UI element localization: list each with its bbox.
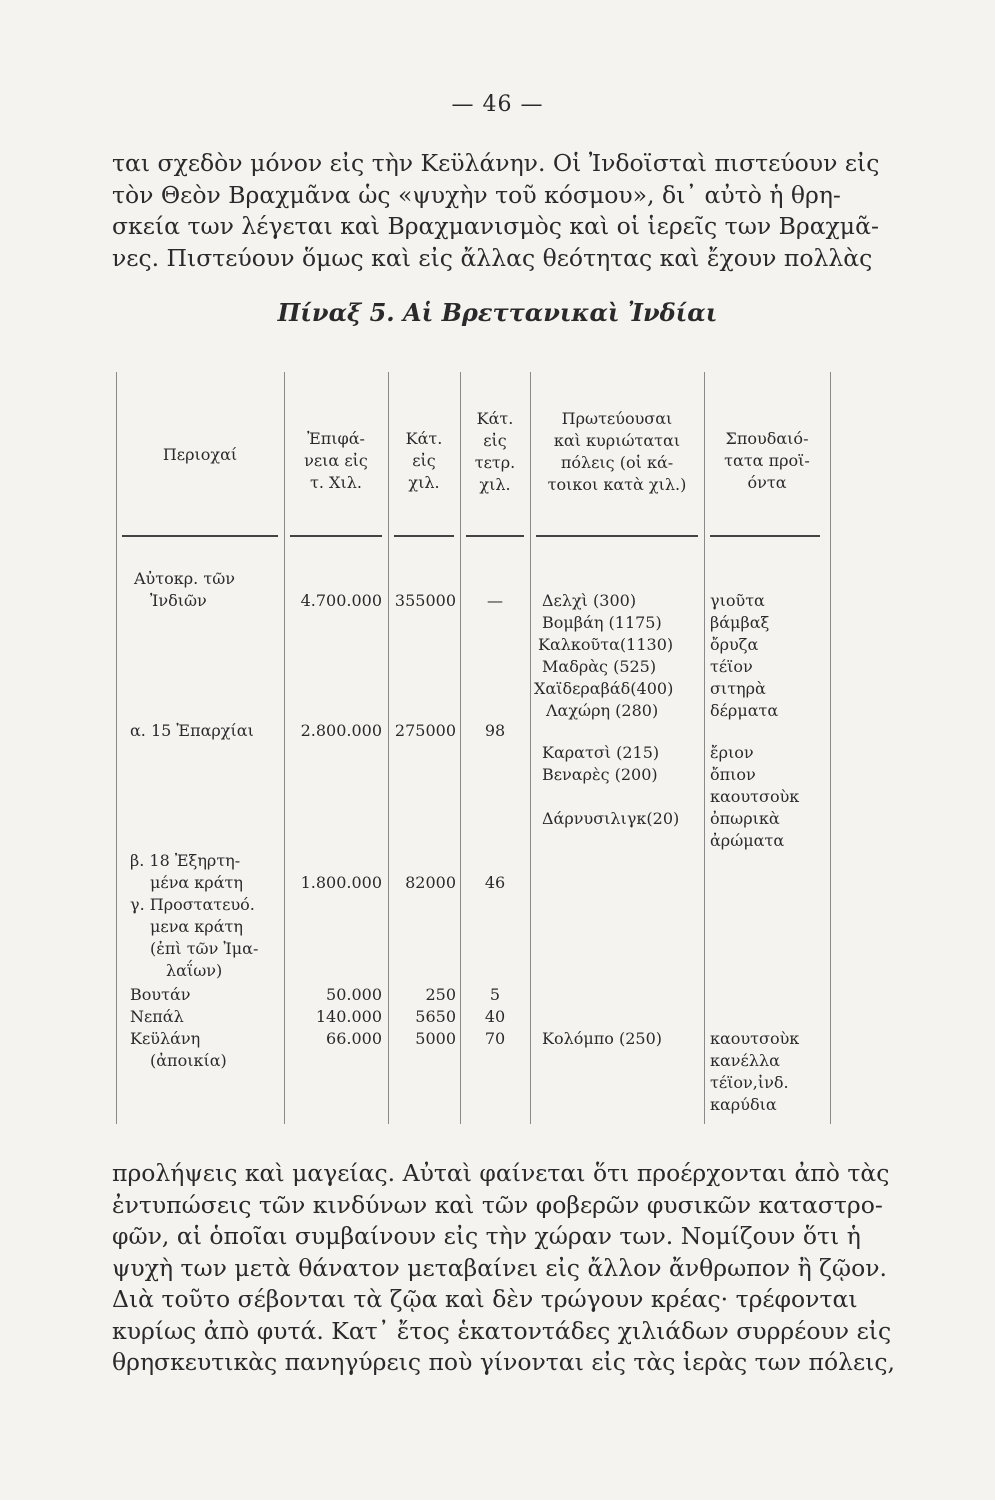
text-line: φῶν, αἱ ὁποῖαι συμβαίνουν εἰς τὴν χώραν των. Νομίζουν ὅτι ἡ [112,1222,861,1250]
density-cell: 46 [484,873,506,892]
area-cell: 4.700.000 [300,591,382,610]
population-cell: 82000 [405,873,456,892]
product-cell: γιοῦτα [710,591,765,610]
header-area: Ἐπιφά- νεια εἰς τ. Χιλ. [304,429,368,492]
header-rule [122,535,278,537]
city-cell: Βομβάη (1175) [542,613,662,632]
column-rule [830,372,831,1124]
area-cell: 1.800.000 [300,873,382,892]
population-cell: 355000 [394,591,456,610]
region-cell: γ. Προστατευό. [130,895,255,914]
city-cell: Λαχώρη (280) [546,701,659,720]
product-cell: καουτσοὺκ [710,1029,800,1048]
text-line: ἐντυπώσεις τῶν κινδύνων καὶ τῶν φοβερῶν φυσικῶν καταστρο- [112,1190,883,1219]
header-cities: Πρωτεύουσαι καὶ κυριώταται πόλεις (οἱ κά- τοικοι κατὰ χιλ.) [547,409,687,494]
region-cell: (ἐπὶ τῶν Ἰμα- [150,939,259,958]
product-cell: τέϊον,ἰνδ. [710,1073,789,1092]
region-cell: α. 15 Ἐπαρχίαι [130,721,254,740]
header-rule [710,535,820,537]
text-line: Διὰ τοῦτο σέβονται τὰ ζῷα καὶ δὲν τρώγουν κρέας· τρέφονται [112,1285,858,1313]
city-cell: Χαϊδεραβάδ(400) [534,679,674,698]
density-cell: 40 [484,1007,506,1026]
column-rule [116,372,117,1124]
text-line: θρησκευτικὰς πανηγύρεις ποὺ γίνονται εἰς τὰς ἱερὰς των πόλεις, [112,1348,896,1376]
region-cell: Ἰνδιῶν [150,591,207,610]
product-cell: ἔριον [710,743,754,762]
population-cell: 250 [425,985,456,1004]
product-cell: ὄπιον [710,765,756,784]
header-rule [536,535,698,537]
area-cell: 66.000 [326,1029,382,1048]
product-cell: τέϊον [710,657,753,676]
population-cell: 5000 [415,1029,456,1048]
city-cell: Καρατσὶ (215) [542,743,660,762]
city-cell: Μαδρὰς (525) [542,657,657,676]
population-cell: 275000 [394,721,456,740]
product-cell: κανέλλα [710,1051,780,1070]
region-cell: (ἀποικία) [150,1051,227,1070]
region-cell: μενα κράτη [150,917,243,936]
city-cell: Βεναρὲς (200) [542,765,658,784]
header-density: Κάτ. εἰς τετρ. χιλ. [474,409,516,494]
city-cell: Καλκοῦτα(1130) [538,635,674,654]
density-cell: 5 [489,985,501,1004]
text-line: ται σχεδὸν μόνον εἰς τὴν Κεϋλάνην. Οἱ Ἰνδοϊσταὶ πιστεύουν εἰς [112,149,880,177]
header-region: Περιοχαί [162,445,238,464]
header-rule [466,535,524,537]
data-table [116,372,832,1124]
region-cell: Κεϋλάνη [130,1029,201,1048]
area-cell: 140.000 [315,1007,382,1026]
header-rule [394,535,454,537]
header-rule [290,535,382,537]
text-line: νες. Πιστεύουν ὅμως καὶ εἰς ἄλλας θεότητας καὶ ἔχουν πολλὰς [112,243,873,272]
area-cell: 2.800.000 [300,721,382,740]
header-products: Σπουδαιό- τατα προϊ- όντα [724,429,810,492]
population-cell: 5650 [415,1007,456,1026]
product-cell: καρύδια [710,1095,777,1114]
region-cell: β. 18 Ἐξηρτη- [130,851,241,870]
product-cell: ὄρυζα [710,635,759,654]
table-title: Πίναξ 5. Αἱ Βρεττανικαὶ Ἰνδίαι [277,298,718,327]
region-cell: Αὐτοκρ. τῶν [134,569,235,588]
city-cell: Κολόμπο (250) [542,1029,663,1048]
product-cell: δέρματα [710,701,779,720]
text-line: σκεία των λέγεται καὶ Βραχμανισμὸς καὶ οἱ ἱερεῖς των Βραχμᾶ- [112,212,879,240]
page-number: — 46 — [451,92,544,117]
density-cell: — [487,591,503,610]
region-cell: μένα κράτη [150,873,243,892]
city-cell: Δελχὶ (300) [542,591,637,610]
top-paragraph [112,148,880,274]
header-population: Κάτ. εἰς χιλ. [405,429,443,492]
product-cell: σιτηρὰ [710,679,766,698]
region-cell: Βουτάν [130,985,191,1004]
city-cell: Δάρνυσιλιγκ(20) [542,809,680,828]
text-line: ψυχὴ των μετὰ θάνατον μεταβαίνει εἰς ἄλλον ἄνθρωπον ἢ ζῷον. [112,1253,887,1282]
text-line: τὸν Θεὸν Βραχμᾶνα ὡς «ψυχὴν τοῦ κόσμου», δι᾽ αὐτὸ ἡ θρη- [112,180,841,209]
region-cell: Νεπάλ [130,1007,184,1026]
product-cell: καουτσοὺκ [710,787,800,806]
product-cell: βάμβαξ [710,613,770,632]
bottom-paragraph [112,1158,896,1379]
text-line: προλήψεις καὶ μαγείας. Αὐταὶ φαίνεται ὅτι προέρχονται ἀπὸ τὰς [112,1159,890,1187]
density-cell: 70 [484,1029,506,1048]
product-cell: ἀρώματα [710,831,785,850]
region-cell: λαΐων) [166,961,223,980]
area-cell: 50.000 [326,985,382,1004]
product-cell: ὀπωρικὰ [710,809,780,828]
text-line: κυρίως ἀπὸ φυτά. Κατ᾽ ἔτος ἑκατοντάδες χιλιάδων συρρέουν εἰς [112,1316,892,1345]
density-cell: 98 [484,721,506,740]
